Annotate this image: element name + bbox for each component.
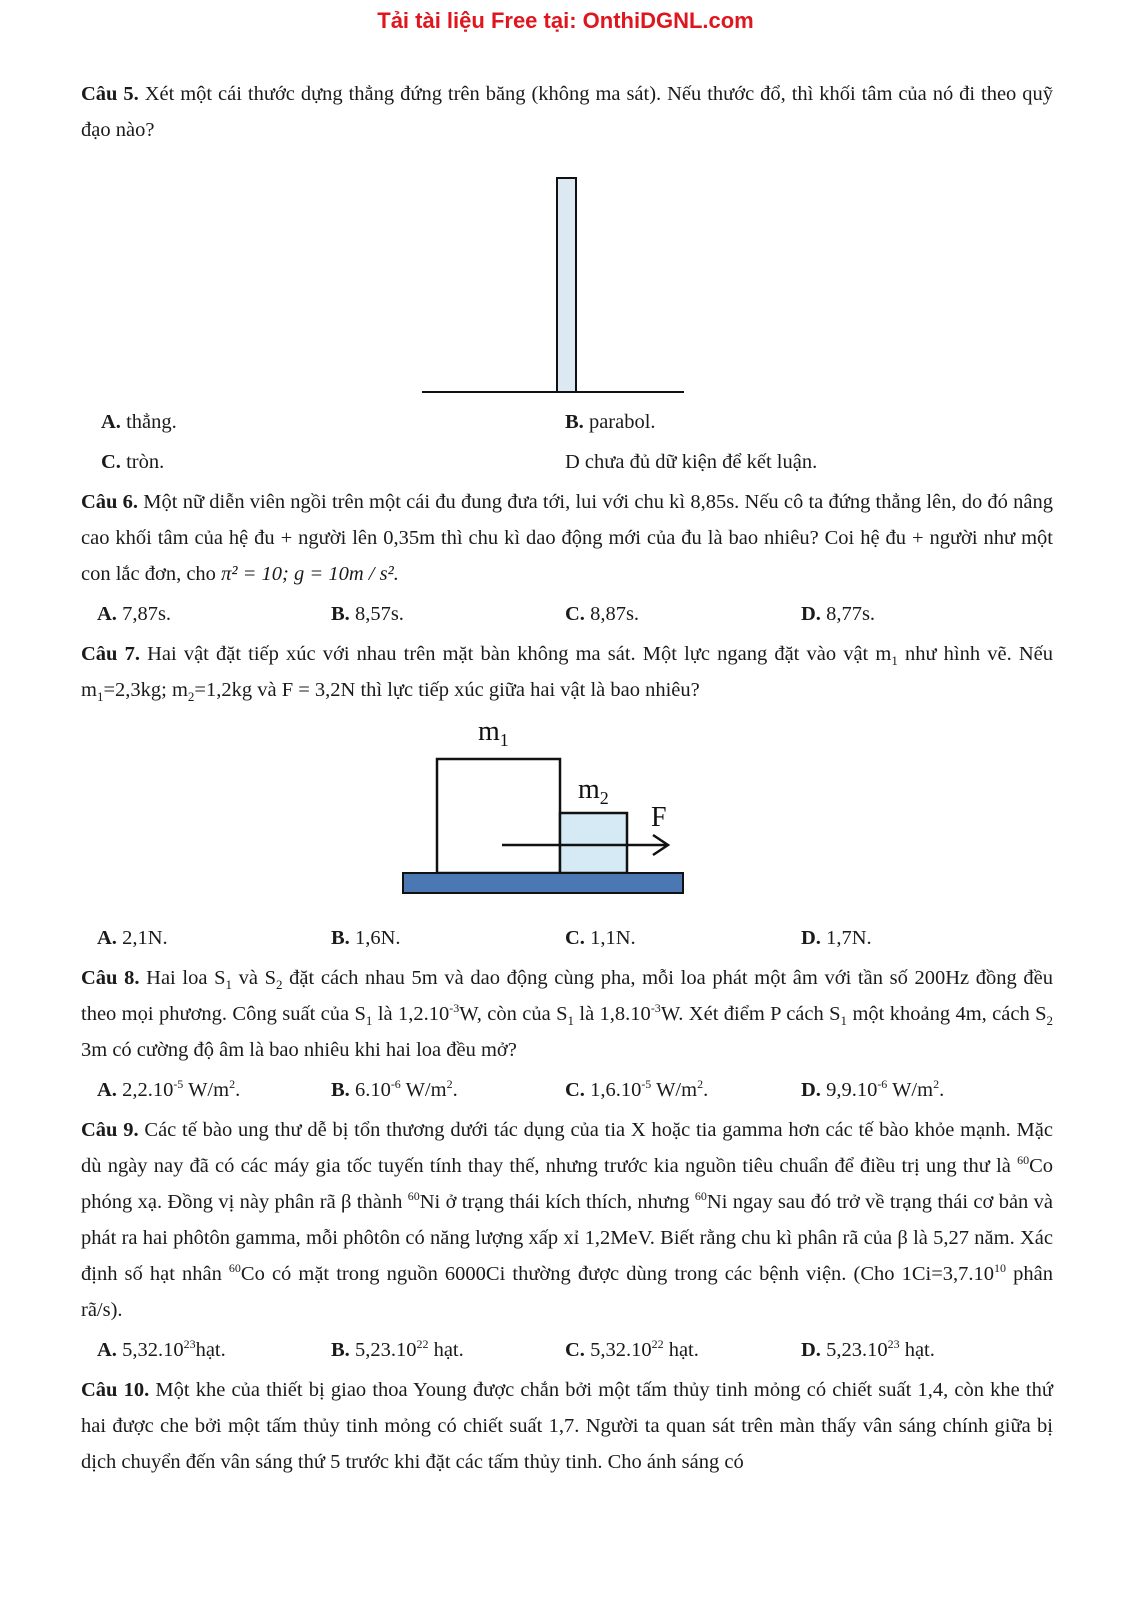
m1-label: $m_1$: [478, 716, 509, 750]
blocks-figure: [81, 708, 1053, 918]
question-label: Câu 8.: [81, 967, 140, 989]
option-c[interactable]: C. 1,1N.: [565, 927, 636, 949]
option-d[interactable]: D chưa đủ dữ kiện để kết luận.: [565, 451, 818, 473]
document-page: [81, 76, 1053, 1480]
block-m2: [560, 813, 627, 873]
question-label: Câu 6.: [81, 491, 139, 513]
options-row: [81, 596, 1053, 632]
option-b[interactable]: B. 5,23.10$^{22}$ hạt.: [331, 1337, 464, 1361]
block-m1: [437, 759, 560, 873]
option-a[interactable]: A. 7,87s.: [97, 603, 172, 625]
m2-label: $m_2$: [578, 774, 609, 808]
ruler-figure: [81, 148, 1053, 406]
option-c[interactable]: C. 5,32.10$^{22}$ hạt.: [565, 1337, 699, 1361]
ruler-diagram: [81, 148, 1053, 406]
question-text: Một khe của thiết bị giao thoa Young được chắn bởi một tấm thủy tinh mỏng có chiết suất 1,4, còn khe thứ hai được che bởi một tấm thủy tinh mỏng có chiết suất 1,7. Người ta quan sát trên màn thấy vân sáng chính giữa bị dịch chuyển đến vân sáng thứ 5 trước khi đặt các tấm thủy tinh. Cho ánh sáng có: [81, 1379, 1053, 1473]
force-label: F: [651, 802, 667, 833]
option-d[interactable]: D. 1,7N.: [801, 927, 872, 949]
question-text: Xét một cái thước dựng thẳng đứng trên băng (không ma sát). Nếu thước đổ, thì khối tâm của nó đi theo quỹ đạo nào?: [81, 83, 1053, 141]
option-c[interactable]: C. 8,87s.: [565, 603, 640, 625]
option-a[interactable]: A. 5,32.10$^{23}$hạt.: [97, 1337, 226, 1361]
options-row: [81, 1072, 1053, 1108]
option-a[interactable]: A. $2,2.10^{-5}$ $W/m^2$.: [97, 1077, 241, 1101]
question-label: Câu 7.: [81, 643, 140, 665]
question-8: Câu 8. Hai loa $S_1$ và $S_2$ đặt cách nhau 5m và dao động cùng pha, mỗi loa phát một âm với tần số 200Hz đồng đều theo mọi phương. Công suất của $S_1$ là $1,2.10^{-3}W$, còn của $S_1$ là $1,8.10^{-3}W$. Xét điểm P cách $S_1$ một khoảng 4m, cách $S_2$ 3m có cường độ âm là bao nhiêu khi hai loa đều mở?: [81, 967, 1054, 1061]
site-header[interactable]: Tải tài liệu Free tại: OnthiDGNL.com: [377, 8, 754, 33]
question-6: [81, 484, 1053, 592]
option-b[interactable]: B. $6.10^{-6}$ $W/m^2$.: [331, 1077, 458, 1101]
options-row: [81, 920, 1053, 956]
option-a[interactable]: A. thẳng.: [101, 411, 177, 433]
table-surface: [403, 873, 683, 893]
option-c[interactable]: C. tròn.: [101, 451, 165, 473]
option-b[interactable]: B. 8,57s.: [331, 603, 404, 625]
formula: π² = 10; g = 10m / s².: [221, 563, 399, 585]
question-10: [81, 1372, 1053, 1480]
ruler: [557, 178, 576, 392]
option-d[interactable]: D. $9,9.10^{-6}$ $W/m^2$.: [801, 1077, 945, 1101]
option-b[interactable]: B. 1,6N.: [331, 927, 401, 949]
options-row: [81, 1332, 1053, 1368]
question-5: [81, 76, 1053, 148]
question-9: Câu 9. Các tế bào ung thư dễ bị tổn thương dưới tác dụng của tia X hoặc tia gamma hơn các tế bào khỏe mạnh. Mặc dù ngày nay đã có các máy gia tốc tuyến tính thay thế, nhưng trước kia nguồn tiêu chuẩn để điều trị ung thư là $^{60}$Co phóng xạ. Đồng vị này phân rã β thành $^{60}$Ni ở trạng thái kích thích, nhưng $^{60}$Ni ngay sau đó trở về trạng thái cơ bản và phát ra hai phôtôn gamma, mỗi phôtôn có năng lượng xấp xỉ 1,2MeV. Biết rằng chu kì phân rã của β là 5,27 năm. Xác định số hạt nhân $^{60}$Co có mặt trong nguồn 6000Ci thường được dùng trong các bệnh viện. (Cho $1Ci=3,7.10^{10}$ phân rã/s).: [81, 1119, 1054, 1321]
option-d[interactable]: D. 8,77s.: [801, 603, 876, 625]
question-label: Câu 9.: [81, 1119, 139, 1141]
question-label: Câu 10.: [81, 1379, 150, 1401]
question-text: Một nữ diễn viên ngồi trên một cái đu đung đưa tới, lui với chu kì 8,85s. Nếu cô ta đứng thẳng lên, do đó nâng cao khối tâm của hệ đu + người lên 0,35m thì chu kì dao động mới của đu là bao nhiêu? Coi hệ đu + người như một con lắc đơn, cho: [81, 491, 1054, 585]
option-a[interactable]: A. 2,1N.: [97, 927, 168, 949]
options-row: [81, 444, 1053, 480]
question-7: Câu 7. Hai vật đặt tiếp xúc với nhau trên mặt bàn không ma sát. Một lực ngang đặt vào vật $m_1$ như hình vẽ. Nếu $m_1=2,3kg$; $m_2=1,2kg$ và F = 3,2N thì lực tiếp xúc giữa hai vật là bao nhiêu?: [81, 643, 1054, 705]
option-c[interactable]: C. $1,6.10^{-5}$ $W/m^2$.: [565, 1077, 709, 1101]
question-label: Câu 5.: [81, 83, 139, 105]
options-row: [81, 404, 1053, 440]
blocks-diagram: [81, 708, 1053, 918]
option-d[interactable]: D. 5,23.10$^{23}$ hạt.: [801, 1337, 935, 1361]
option-b[interactable]: B. parabol.: [565, 411, 656, 433]
